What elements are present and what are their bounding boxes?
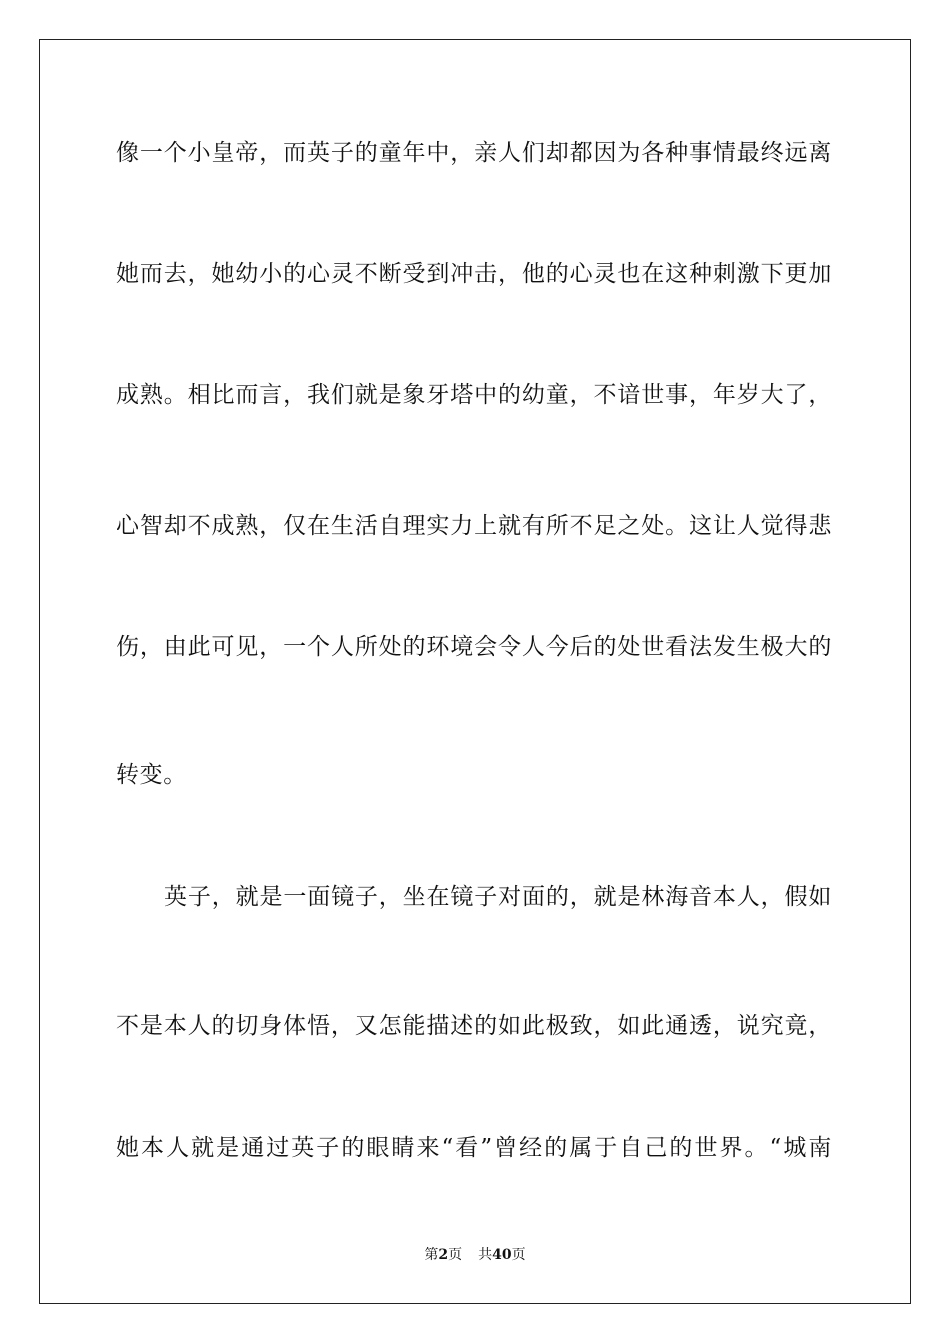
total-pages: 40 bbox=[492, 1247, 512, 1263]
text-line-8: 不是本人的切身体悟，又怎能描述的如此极致，如此通透，说究竟， bbox=[116, 1013, 832, 1039]
text-line-5: 伤，由此可见，一个人所处的环境会令人今后的处世看法发生极大的 bbox=[116, 634, 832, 660]
page-suffix: 页 bbox=[448, 1247, 463, 1263]
text-line-4: 心智却不成熟，仅在生活自理实力上就有所不足之处。这让人觉得悲 bbox=[116, 513, 832, 539]
text-line-7: 英子，就是一面镜子，坐在镜子对面的，就是林海音本人，假如 bbox=[164, 884, 832, 910]
page-footer bbox=[0, 1245, 950, 1265]
text-line-9: 她本人就是通过英子的眼睛来“看”曾经的属于自己的世界。“城南 bbox=[116, 1135, 832, 1161]
text-line-6: 转变。 bbox=[116, 762, 187, 788]
text-line-3: 成熟。相比而言，我们就是象牙塔中的幼童，不谙世事，年岁大了， bbox=[116, 382, 832, 408]
total-suffix: 页 bbox=[511, 1247, 526, 1263]
text-line-2: 她而去，她幼小的心灵不断受到冲击，他的心灵也在这种刺激下更加 bbox=[116, 261, 832, 287]
page-prefix: 第 bbox=[424, 1247, 439, 1263]
page-number: 2 bbox=[438, 1247, 449, 1263]
text-line-1: 像一个小皇帝，而英子的童年中，亲人们却都因为各种事情最终远离 bbox=[116, 140, 832, 166]
total-prefix: 共 bbox=[478, 1247, 493, 1263]
page-border bbox=[39, 39, 911, 1304]
